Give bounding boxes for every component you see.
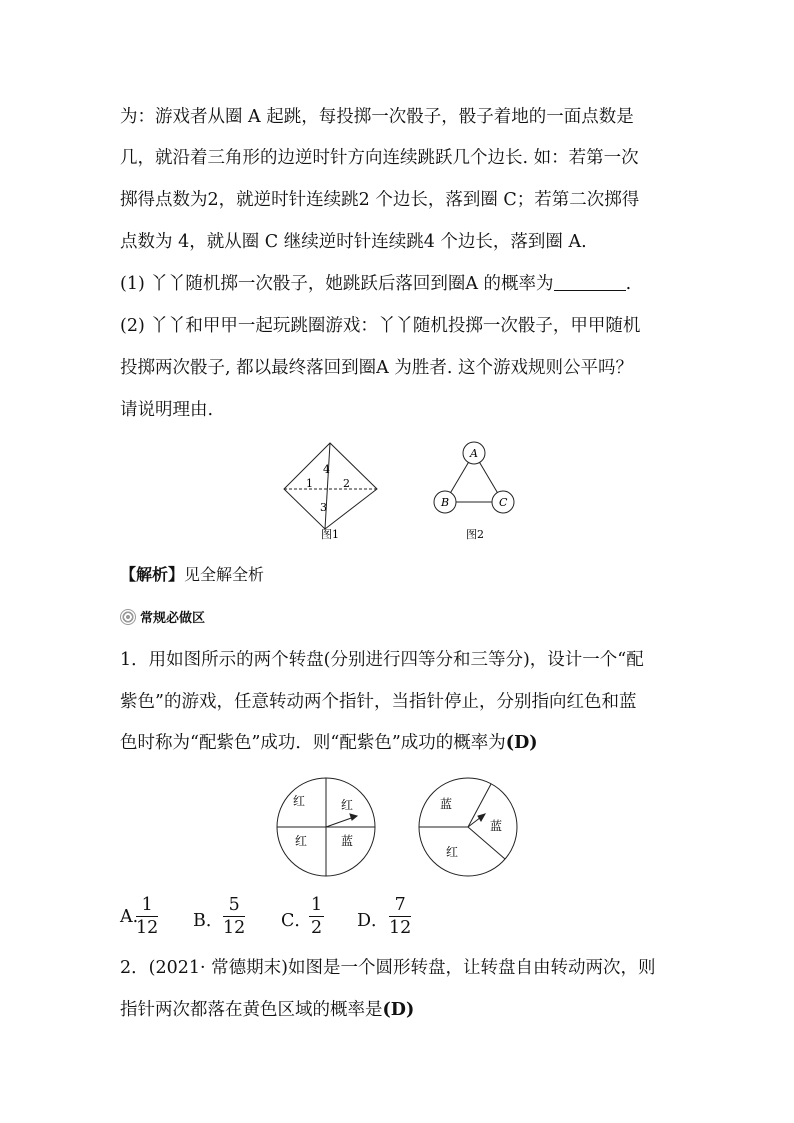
- option-c-fraction: $\frac{1}{2}$: [311, 895, 323, 938]
- option-d[interactable]: D．: [357, 911, 389, 931]
- analysis-text: 见全解全析: [184, 565, 265, 584]
- analysis-line: [120, 563, 264, 587]
- q2-line-2: [120, 998, 414, 1022]
- q1-line-2: 紫色”的游戏，任意转动两个指针，当指针停止，分别指向红色和蓝: [120, 692, 637, 712]
- figures-1-2: [0, 435, 794, 545]
- figure-1-tetrahedron: [284, 443, 377, 529]
- section-title: 常规必做区: [140, 611, 206, 626]
- face-label-4: 4: [323, 463, 330, 476]
- question-1-text: (1) 丫丫随机掷一次骰子，她跳跃后落回到圈A 的概率为: [120, 274, 554, 294]
- q2-line-1: 2．(2021· 常德期末)如图是一个圆形转盘，让转盘自由转动两次，则: [120, 958, 656, 978]
- option-a[interactable]: A.: [120, 907, 139, 927]
- option-b[interactable]: B．: [193, 911, 224, 931]
- spinner-1-label-3: 红: [295, 834, 308, 848]
- spinner-2: [419, 778, 517, 876]
- spinner-2-label-1: 蓝: [440, 797, 453, 811]
- spinner-2-label-3: 红: [446, 845, 459, 859]
- question-1-end: .: [625, 274, 632, 294]
- q1-answer: (D): [505, 733, 538, 753]
- q2-line-2-text: 指针两次都落在黄色区域的概率是: [120, 1000, 383, 1020]
- answer-blank: [554, 272, 626, 291]
- node-a-label: A: [470, 447, 478, 460]
- figure-1-label: 图1: [321, 528, 339, 541]
- spinner-1-label-1: 红: [293, 794, 306, 808]
- q1-line-3: [120, 731, 538, 755]
- question-2-line-3: 请说明理由.: [120, 400, 214, 420]
- question-1: [120, 272, 631, 296]
- figure-2-label: 图2: [466, 528, 484, 541]
- option-b-fraction: $\frac{5}{12}$: [223, 895, 246, 938]
- q1-line-1: 1．用如图所示的两个转盘(分别进行四等分和三等分)，设计一个“配: [120, 650, 644, 670]
- option-d-fraction: $\frac{7}{12}$: [389, 895, 412, 938]
- problem-line-4: 点数为 4，就从圈 C 继续逆时针连续跳4 个边长，落到圈 A.: [120, 232, 587, 252]
- spinner-1: [277, 778, 375, 876]
- q2-answer: (D): [382, 1000, 415, 1020]
- question-2-line-2: 投掷两次骰子, 都以最终落回到圈A 为胜者. 这个游戏规则公平吗？: [120, 358, 633, 378]
- analysis-tag: 【解析】: [120, 565, 185, 584]
- section-header: [120, 607, 205, 626]
- spiral-icon: [120, 609, 136, 625]
- face-label-3: 3: [320, 501, 327, 514]
- spinner-1-label-4: 蓝: [341, 834, 354, 848]
- problem-line-2: 几，就沿着三角形的边逆时针方向连续跳跃几个边长. 如：若第一次: [120, 148, 639, 168]
- face-label-2: 2: [343, 477, 350, 490]
- spinners: [0, 777, 794, 877]
- face-label-1: 1: [306, 477, 313, 490]
- question-2-line-1: (2) 丫丫和甲甲一起玩跳圈游戏：丫丫随机投掷一次骰子，甲甲随机: [120, 316, 641, 336]
- q1-line-3-text: 色时称为“配紫色”成功．则“配紫色”成功的概率为: [120, 733, 506, 753]
- node-b-label: B: [441, 496, 450, 509]
- spinner-1-label-2: 红: [341, 798, 354, 812]
- problem-line-1: 为：游戏者从圈 A 起跳，每投掷一次骰子，骰子着地的一面点数是: [120, 107, 634, 127]
- spinner-2-label-2: 蓝: [490, 819, 503, 833]
- option-c[interactable]: C．: [281, 911, 312, 931]
- node-c-label: C: [499, 496, 508, 509]
- problem-line-3: 掷得点数为2，就逆时针连续跳2 个边长，落到圈 C；若第二次掷得: [120, 190, 640, 210]
- option-a-fraction: $\frac{1}{12}$: [136, 895, 159, 938]
